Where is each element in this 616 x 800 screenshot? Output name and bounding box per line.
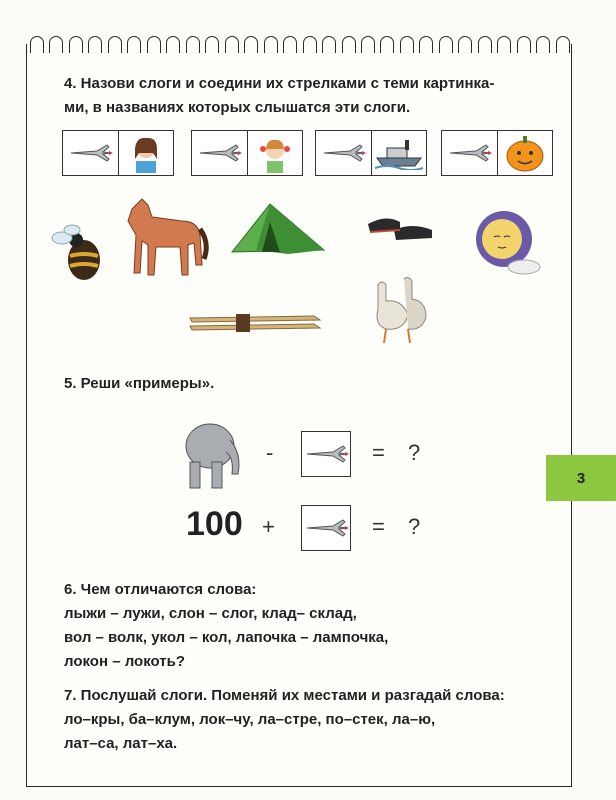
bee-icon[interactable] xyxy=(50,222,112,289)
shoes-icon[interactable] xyxy=(366,212,436,249)
task5-heading: 5. Реши «примеры». xyxy=(64,375,215,392)
airplane-icon xyxy=(303,442,349,466)
question-mark-2: ? xyxy=(408,514,421,539)
skis-icon[interactable] xyxy=(188,312,322,339)
airplane-icon xyxy=(316,131,372,175)
airplane-icon xyxy=(303,516,349,540)
page-tab-number: 3 xyxy=(576,469,586,487)
task4-line2: ми, в названиях которых слышатся эти слоги. xyxy=(64,99,411,116)
task6-line-3: локон – локоть? xyxy=(64,653,186,670)
equals-sign-2: = xyxy=(372,514,385,539)
airplane-box-1 xyxy=(301,431,351,477)
ship-icon xyxy=(372,131,427,175)
equals-sign-1: = xyxy=(372,440,385,465)
airplane-icon xyxy=(192,131,248,175)
girl-bows-icon xyxy=(248,131,303,175)
question-mark-1: ? xyxy=(408,440,421,465)
moon-face-icon[interactable] xyxy=(470,205,544,282)
task6-line-1: лыжи – лужи, слон – слог, клад– склад, xyxy=(64,605,357,622)
minus-sign: - xyxy=(266,440,274,465)
page-section-tab xyxy=(546,455,616,501)
syllable-card-pumpkin[interactable] xyxy=(441,130,553,176)
plus-sign: + xyxy=(262,514,275,539)
airplane-box-2 xyxy=(301,505,351,551)
pumpkin-icon xyxy=(498,131,553,175)
task4-line1: 4. Назови слоги и соедини их стрелками с теми картинка- xyxy=(64,75,495,92)
task6-heading: 6. Чем отличаются слова: xyxy=(64,581,257,598)
syllable-card-girl-bows[interactable] xyxy=(191,130,303,176)
tent-icon[interactable] xyxy=(228,200,328,261)
elephant-icon xyxy=(182,414,244,495)
syllable-card-ship[interactable] xyxy=(315,130,427,176)
syllable-card-girl-phone[interactable] xyxy=(62,130,174,176)
girl-phone-icon xyxy=(119,131,174,175)
task7-line-2: лат–са, лат–ха. xyxy=(64,735,178,752)
task7-line-1: ло–кры, ба–клум, лок–чу, ла–стре, по–стек, ла–ю, xyxy=(64,711,436,728)
geese-icon[interactable] xyxy=(368,275,430,352)
horse-icon[interactable] xyxy=(118,195,210,284)
airplane-icon xyxy=(442,131,498,175)
airplane-icon xyxy=(63,131,119,175)
task7-heading: 7. Послушай слоги. Поменяй их местами и разгадай слова: xyxy=(64,687,505,704)
spiral-binding xyxy=(30,36,570,58)
task6-line-2: вол – волк, укол – кол, лапочка – лампочка, xyxy=(64,629,389,646)
number-100: 100 xyxy=(186,505,243,543)
